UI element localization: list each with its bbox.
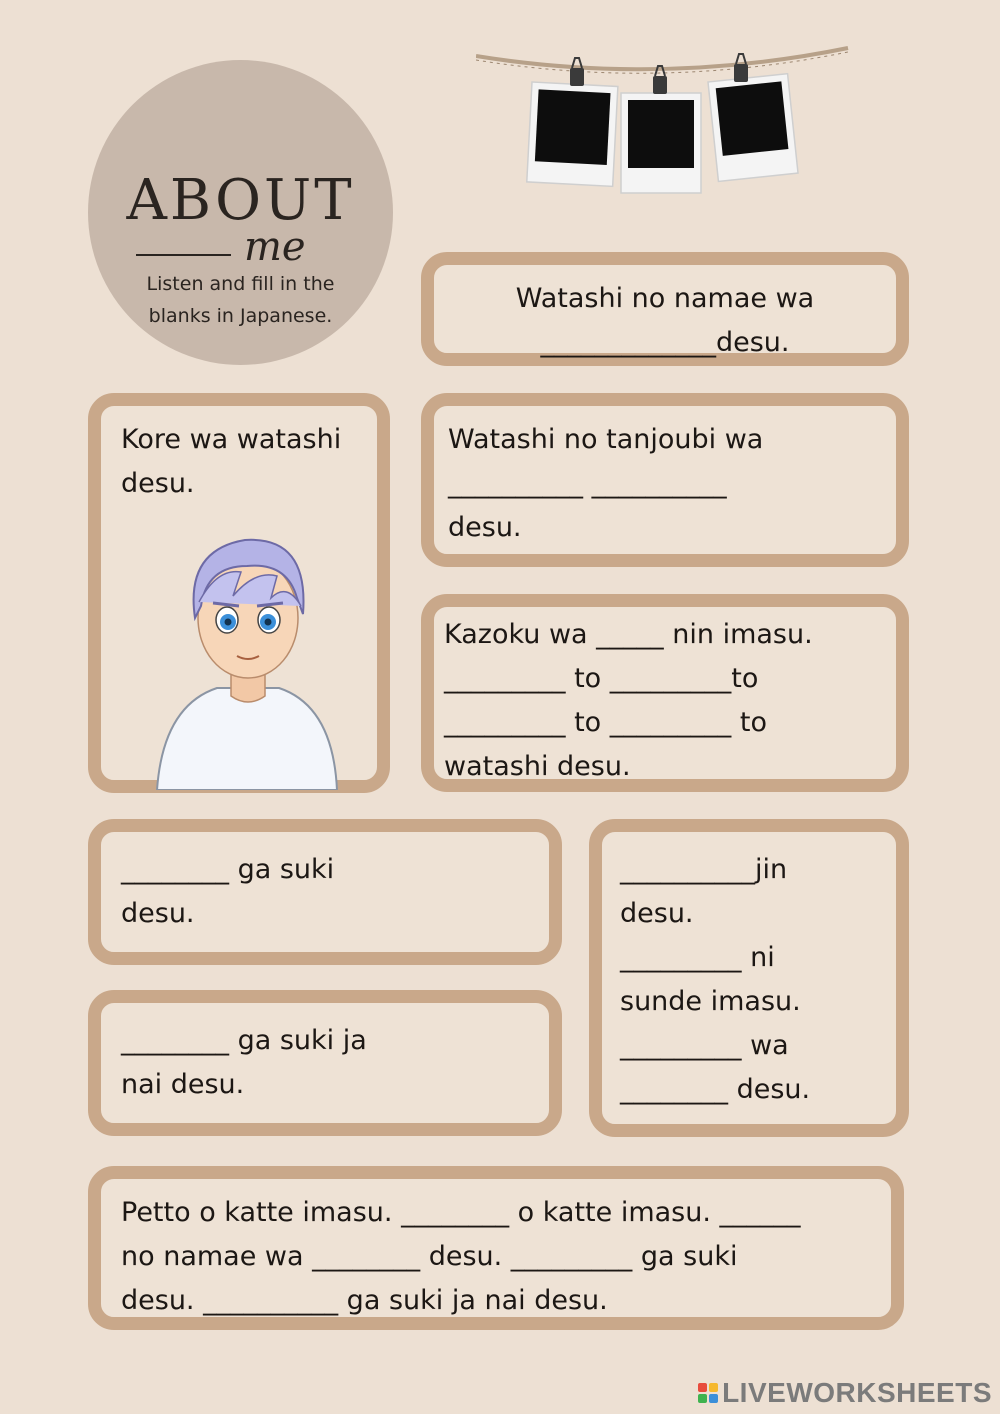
birthday-box [421, 393, 909, 567]
logo-square-red [698, 1383, 707, 1392]
anime-boy-illustration [137, 510, 357, 790]
me-row [136, 224, 346, 270]
birthday-blank-line[interactable]: __________ __________ [448, 468, 727, 499]
about-me-badge [88, 60, 393, 365]
name-line-1: Watashi no namae wa [515, 283, 815, 314]
polaroid-1 [527, 82, 618, 186]
likes-line-2: desu. [121, 898, 195, 929]
dislikes-line-1[interactable]: ________ ga suki ja [121, 1025, 367, 1056]
name-box [421, 252, 909, 366]
family-line-3[interactable]: _________ to _________ to [444, 707, 767, 738]
nationality-line-3[interactable]: _________ ni [620, 942, 775, 973]
dislikes-line-2: nai desu. [121, 1069, 245, 1100]
pet-box [88, 1166, 904, 1330]
birthday-line-3: desu. [448, 512, 522, 543]
portrait-box [88, 393, 390, 793]
instruction-line-2: blanks in Japanese. [148, 305, 333, 327]
logo-square-blue [709, 1394, 718, 1403]
likes-line-1[interactable]: ________ ga suki [121, 854, 335, 885]
decorative-line [136, 254, 231, 256]
portrait-line-1: Kore wa watashi [121, 424, 342, 455]
name-blank-line[interactable]: _____________desu. [540, 327, 790, 358]
logo-text: LIVEWORKSHEETS [722, 1377, 992, 1408]
me-subtitle: me [244, 224, 306, 270]
portrait-line-2: desu. [121, 468, 195, 499]
nationality-line-5[interactable]: _________ wa [620, 1030, 789, 1061]
instruction-line-1: Listen and fill in the [146, 273, 335, 295]
pet-line-1[interactable]: Petto o katte imasu. ________ o katte imasu. ______ [121, 1197, 801, 1228]
nationality-line-6[interactable]: ________ desu. [620, 1074, 811, 1105]
about-title: ABOUT [126, 168, 355, 233]
family-line-2[interactable]: _________ to _________to [444, 663, 759, 694]
pet-line-3[interactable]: desu. __________ ga suki ja nai desu. [121, 1285, 608, 1316]
nationality-line-2: desu. [620, 898, 694, 929]
liveworksheets-mark-icon [698, 1383, 718, 1403]
nationality-box [589, 819, 909, 1137]
liveworksheets-logo[interactable] [698, 1378, 992, 1408]
polaroid-3 [708, 74, 798, 182]
likes-box [88, 819, 562, 965]
pet-line-2[interactable]: no namae wa ________ desu. _________ ga suki [121, 1241, 738, 1272]
family-box [421, 594, 909, 792]
polaroid-2 [621, 93, 701, 193]
logo-square-yellow [709, 1383, 718, 1392]
family-line-4: watashi desu. [444, 751, 631, 782]
instructions [128, 268, 353, 332]
clothesline-photos-illustration [476, 38, 851, 198]
family-line-1[interactable]: Kazoku wa _____ nin imasu. [444, 619, 813, 650]
logo-square-green [698, 1394, 707, 1403]
nationality-line-1[interactable]: __________jin [620, 854, 788, 885]
dislikes-box [88, 990, 562, 1136]
birthday-line-1: Watashi no tanjoubi wa [448, 424, 764, 455]
nationality-line-4: sunde imasu. [620, 986, 801, 1017]
